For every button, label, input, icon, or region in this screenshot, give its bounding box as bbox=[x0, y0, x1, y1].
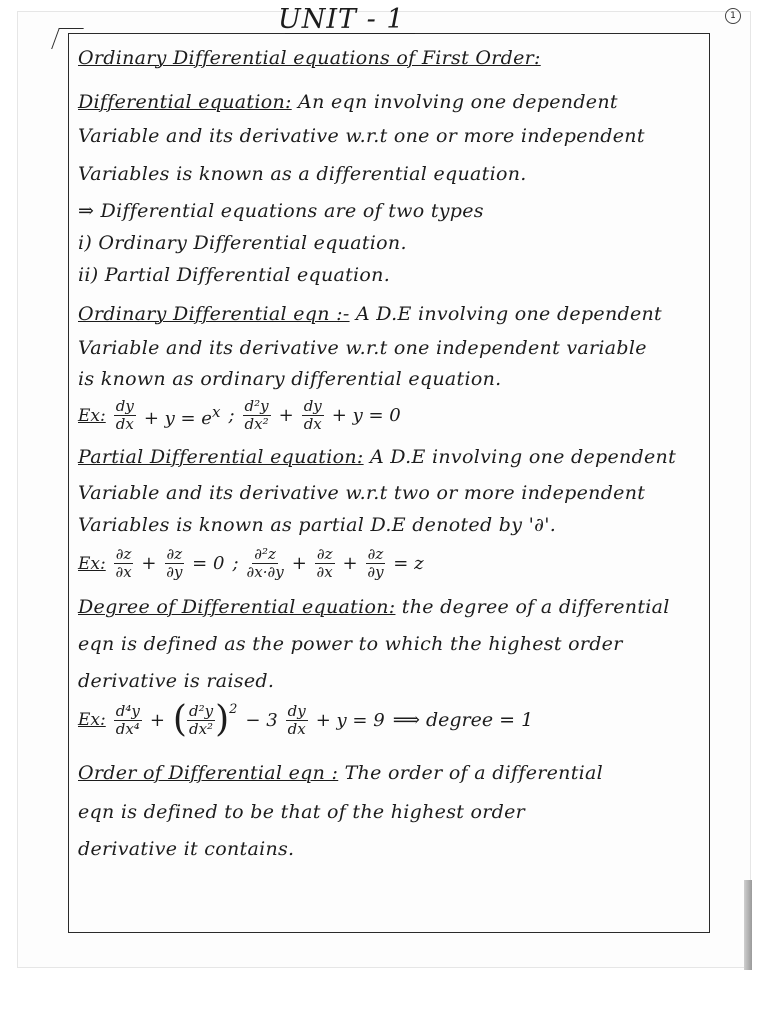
text-line: Variable and its derivative w.r.t two or more independent bbox=[78, 482, 646, 504]
numerator: d²y bbox=[244, 397, 269, 415]
text-line: derivative is raised. bbox=[78, 670, 275, 692]
example-label: Ex: bbox=[78, 553, 106, 574]
numerator: d²y bbox=[188, 701, 214, 720]
example-label: Ex: bbox=[78, 710, 106, 730]
term-differential-equation: Differential equation: bbox=[78, 91, 292, 113]
text-line: ⇒ Differential equations are of two types bbox=[78, 200, 484, 222]
operator: + bbox=[278, 405, 294, 426]
definition-differential-equation bbox=[78, 91, 618, 113]
denominator: ∂x bbox=[115, 563, 132, 581]
exponent: 2 bbox=[229, 702, 238, 717]
operator: + bbox=[291, 553, 307, 574]
definition-text: the degree of a differential bbox=[395, 596, 670, 618]
numerator: ∂²z bbox=[254, 545, 276, 563]
numerator: dy bbox=[287, 701, 306, 720]
numerator: dy bbox=[303, 397, 322, 415]
fraction bbox=[315, 546, 335, 581]
definition-text: An eqn involving one dependent bbox=[291, 91, 618, 113]
denominator: ∂x·∂y bbox=[246, 563, 284, 581]
denominator: ∂y bbox=[166, 563, 183, 581]
fraction bbox=[243, 398, 271, 433]
numerator: ∂z bbox=[316, 545, 333, 563]
text-line: Variable and its derivative w.r.t one or more independent bbox=[78, 125, 645, 147]
example-ordinary-de bbox=[78, 398, 401, 433]
definition-text: The order of a differential bbox=[338, 762, 604, 784]
fraction bbox=[165, 546, 185, 581]
open-paren: ( bbox=[172, 699, 187, 740]
term-ordinary-de: Ordinary Differential eqn :- bbox=[78, 303, 350, 325]
denominator: dx bbox=[287, 719, 306, 738]
section-heading-first-order: Ordinary Differential equations of First Order: bbox=[78, 47, 541, 69]
term-partial-de: Partial Differential equation: bbox=[78, 446, 364, 468]
denominator: dx⁴ bbox=[115, 719, 140, 738]
equation-term: = 0 bbox=[192, 553, 225, 574]
text-line: eqn is defined to be that of the highest order bbox=[78, 801, 526, 823]
equation-term bbox=[144, 403, 221, 429]
text-line: Variables is known as a differential equation. bbox=[78, 163, 527, 185]
numerator: ∂z bbox=[367, 545, 384, 563]
definition-order bbox=[78, 762, 603, 784]
numerator: ∂z bbox=[115, 545, 132, 563]
denominator: ∂y bbox=[367, 563, 384, 581]
unit-title: UNIT - 1 bbox=[278, 4, 405, 35]
close-paren: ) bbox=[215, 699, 230, 740]
separator: ; bbox=[228, 405, 235, 426]
fraction bbox=[114, 398, 136, 433]
squared-term bbox=[172, 699, 238, 740]
operator: + bbox=[149, 709, 165, 731]
denominator: dx² bbox=[244, 415, 269, 433]
page-number: 1 bbox=[725, 8, 741, 24]
equation-term: + y = 0 bbox=[331, 405, 401, 426]
example-partial-de bbox=[78, 546, 424, 581]
definition-ordinary-de bbox=[78, 303, 662, 325]
exponent: x bbox=[211, 402, 221, 421]
fraction bbox=[366, 546, 386, 581]
degree-result: ⟹ degree = 1 bbox=[392, 709, 534, 731]
definition-text: A D.E involving one dependent bbox=[349, 303, 662, 325]
equation-term: = z bbox=[393, 553, 424, 574]
fraction bbox=[247, 546, 284, 581]
fraction bbox=[114, 546, 134, 581]
fraction bbox=[187, 703, 215, 738]
operator: + bbox=[342, 553, 358, 574]
text-line: derivative it contains. bbox=[78, 838, 295, 860]
definition-degree bbox=[78, 596, 670, 618]
operator: + bbox=[141, 553, 157, 574]
separator: ; bbox=[232, 553, 239, 574]
denominator: ∂x bbox=[316, 563, 333, 581]
term-degree: Degree of Differential equation: bbox=[78, 596, 396, 618]
page-edge-shadow bbox=[744, 880, 752, 970]
text-line: eqn is defined as the power to which the highest order bbox=[78, 633, 623, 655]
numerator: dy bbox=[115, 397, 134, 415]
term-text: + y = e bbox=[143, 407, 212, 429]
fraction bbox=[114, 703, 142, 738]
equation-term: − 3 bbox=[245, 709, 278, 731]
title-underline bbox=[285, 33, 415, 34]
term-order: Order of Differential eqn : bbox=[78, 762, 339, 784]
definition-partial-de bbox=[78, 446, 676, 468]
text-line: is known as ordinary differential equation. bbox=[78, 368, 502, 390]
definition-text: A D.E involving one dependent bbox=[363, 446, 677, 468]
numerator: d⁴y bbox=[115, 701, 140, 720]
equation-term: + y = 9 bbox=[315, 709, 385, 731]
fraction bbox=[286, 703, 308, 738]
denominator: dx bbox=[115, 415, 134, 433]
denominator: dx² bbox=[188, 719, 214, 738]
example-label: Ex: bbox=[78, 405, 106, 426]
text-line: Variable and its derivative w.r.t one independent variable bbox=[78, 337, 647, 359]
example-degree bbox=[78, 699, 534, 740]
list-item-partial: ii) Partial Differential equation. bbox=[78, 264, 391, 286]
text-line: Variables is known as partial D.E denoted by '∂'. bbox=[78, 514, 557, 536]
numerator: ∂z bbox=[166, 545, 183, 563]
list-item-ordinary: i) Ordinary Differential equation. bbox=[78, 232, 407, 254]
fraction bbox=[302, 398, 324, 433]
denominator: dx bbox=[303, 415, 322, 433]
